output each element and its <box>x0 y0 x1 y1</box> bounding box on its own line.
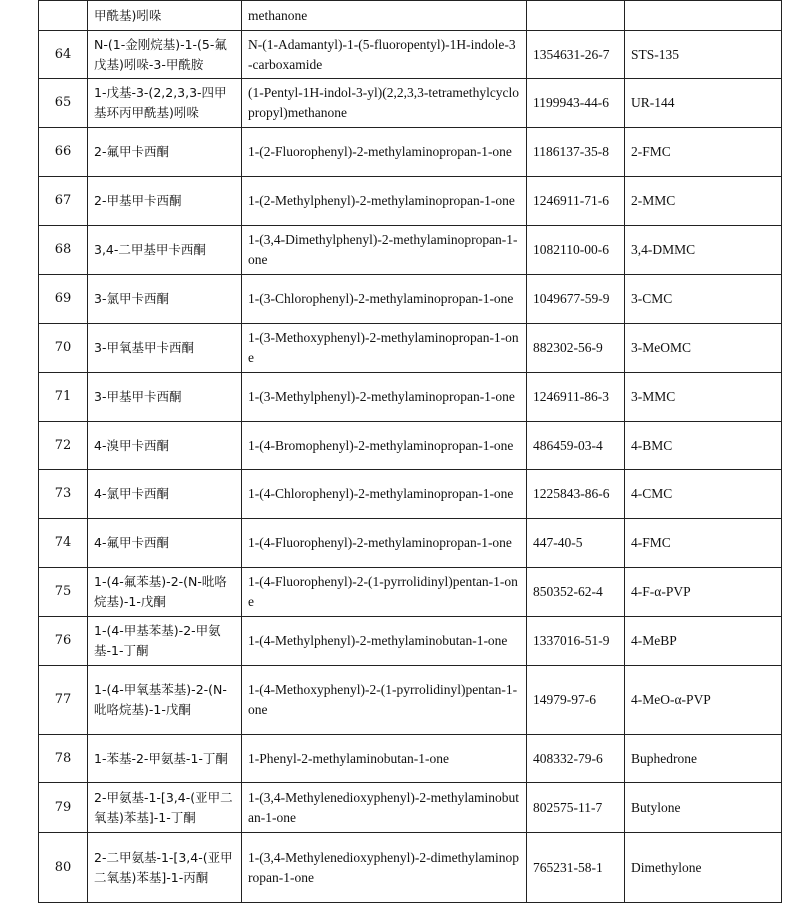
english-name: 1-(3,4-Methylenedioxyphenyl)-2-methylaminobutan-1-one <box>242 783 527 833</box>
substance-table <box>38 0 782 903</box>
abbreviation: STS-135 <box>625 31 782 79</box>
substance-table-body <box>39 1 782 903</box>
english-name: (1-Pentyl-1H-indol-3-yl)(2,2,3,3-tetramethylcyclopropyl)methanone <box>242 79 527 128</box>
table-row <box>39 79 782 128</box>
cas-number: 1199943-44-6 <box>527 79 625 128</box>
table-row <box>39 470 782 519</box>
table-row <box>39 324 782 373</box>
row-number: 80 <box>39 833 88 903</box>
cas-number: 1225843-86-6 <box>527 470 625 519</box>
abbreviation: Butylone <box>625 783 782 833</box>
english-name: 1-(4-Fluorophenyl)-2-methylaminopropan-1-one <box>242 519 527 568</box>
row-number: 76 <box>39 617 88 666</box>
chinese-name: 4-氯甲卡西酮 <box>88 470 242 519</box>
table-row <box>39 275 782 324</box>
cas-number: 1246911-71-6 <box>527 177 625 226</box>
chinese-name: 2-二甲氨基-1-[3,4-(亚甲二氧基)苯基]-1-丙酮 <box>88 833 242 903</box>
chinese-name: 2-甲氨基-1-[3,4-(亚甲二氧基)苯基]-1-丁酮 <box>88 783 242 833</box>
abbreviation: 3-CMC <box>625 275 782 324</box>
table-row <box>39 31 782 79</box>
abbreviation: 4-F-α-PVP <box>625 568 782 617</box>
chinese-name: 2-甲基甲卡西酮 <box>88 177 242 226</box>
abbreviation: 4-MeO-α-PVP <box>625 666 782 735</box>
cas-number <box>527 1 625 31</box>
cas-number: 850352-62-4 <box>527 568 625 617</box>
row-number: 67 <box>39 177 88 226</box>
row-number: 68 <box>39 226 88 275</box>
row-number: 66 <box>39 128 88 177</box>
chinese-name: 1-(4-氟苯基)-2-(N-吡咯烷基)-1-戊酮 <box>88 568 242 617</box>
chinese-name: 1-戊基-3-(2,2,3,3-四甲基环丙甲酰基)吲哚 <box>88 79 242 128</box>
cas-number: 408332-79-6 <box>527 735 625 783</box>
abbreviation: 4-BMC <box>625 422 782 470</box>
table-row <box>39 735 782 783</box>
row-number: 69 <box>39 275 88 324</box>
cas-number: 1049677-59-9 <box>527 275 625 324</box>
abbreviation <box>625 1 782 31</box>
chinese-name: 3,4-二甲基甲卡西酮 <box>88 226 242 275</box>
english-name: 1-(4-Fluorophenyl)-2-(1-pyrrolidinyl)pentan-1-one <box>242 568 527 617</box>
abbreviation: 4-MeBP <box>625 617 782 666</box>
row-number: 79 <box>39 783 88 833</box>
row-number: 78 <box>39 735 88 783</box>
table-row <box>39 422 782 470</box>
english-name: 1-(3-Methylphenyl)-2-methylaminopropan-1-one <box>242 373 527 422</box>
table-row <box>39 226 782 275</box>
english-name: 1-(3-Methoxyphenyl)-2-methylaminopropan-1-one <box>242 324 527 373</box>
english-name: 1-(2-Fluorophenyl)-2-methylaminopropan-1-one <box>242 128 527 177</box>
chinese-name: 1-(4-甲氧基苯基)-2-(N-吡咯烷基)-1-戊酮 <box>88 666 242 735</box>
table-row <box>39 128 782 177</box>
row-number: 64 <box>39 31 88 79</box>
cas-number: 14979-97-6 <box>527 666 625 735</box>
abbreviation: 4-CMC <box>625 470 782 519</box>
english-name: 1-(4-Methoxyphenyl)-2-(1-pyrrolidinyl)pentan-1-one <box>242 666 527 735</box>
abbreviation: Buphedrone <box>625 735 782 783</box>
row-number: 65 <box>39 79 88 128</box>
table-row <box>39 833 782 903</box>
row-number: 70 <box>39 324 88 373</box>
table-row <box>39 1 782 31</box>
chinese-name: 3-甲氧基甲卡西酮 <box>88 324 242 373</box>
row-number: 72 <box>39 422 88 470</box>
abbreviation: Dimethylone <box>625 833 782 903</box>
english-name: methanone <box>242 1 527 31</box>
cas-number: 1082110-00-6 <box>527 226 625 275</box>
abbreviation: 3-MMC <box>625 373 782 422</box>
row-number: 73 <box>39 470 88 519</box>
cas-number: 1186137-35-8 <box>527 128 625 177</box>
row-number: 75 <box>39 568 88 617</box>
abbreviation: 4-FMC <box>625 519 782 568</box>
abbreviation: 2-FMC <box>625 128 782 177</box>
english-name: 1-(4-Chlorophenyl)-2-methylaminopropan-1-one <box>242 470 527 519</box>
row-number: 77 <box>39 666 88 735</box>
chinese-name: 4-溴甲卡西酮 <box>88 422 242 470</box>
row-number: 74 <box>39 519 88 568</box>
english-name: 1-(4-Methylphenyl)-2-methylaminobutan-1-one <box>242 617 527 666</box>
row-number: 71 <box>39 373 88 422</box>
table-row <box>39 568 782 617</box>
cas-number: 882302-56-9 <box>527 324 625 373</box>
english-name: 1-(4-Bromophenyl)-2-methylaminopropan-1-one <box>242 422 527 470</box>
cas-number: 1246911-86-3 <box>527 373 625 422</box>
chinese-name: 3-氯甲卡西酮 <box>88 275 242 324</box>
abbreviation: 2-MMC <box>625 177 782 226</box>
abbreviation: UR-144 <box>625 79 782 128</box>
english-name: 1-Phenyl-2-methylaminobutan-1-one <box>242 735 527 783</box>
table-row <box>39 177 782 226</box>
cas-number: 1354631-26-7 <box>527 31 625 79</box>
chinese-name: 1-(4-甲基苯基)-2-甲氨基-1-丁酮 <box>88 617 242 666</box>
row-number <box>39 1 88 31</box>
table-row <box>39 373 782 422</box>
chinese-name: 甲酰基)吲哚 <box>88 1 242 31</box>
english-name: 1-(2-Methylphenyl)-2-methylaminopropan-1-one <box>242 177 527 226</box>
english-name: N-(1-Adamantyl)-1-(5-fluoropentyl)-1H-indole-3-carboxamide <box>242 31 527 79</box>
cas-number: 486459-03-4 <box>527 422 625 470</box>
table-row <box>39 783 782 833</box>
english-name: 1-(3-Chlorophenyl)-2-methylaminopropan-1-one <box>242 275 527 324</box>
english-name: 1-(3,4-Dimethylphenyl)-2-methylaminopropan-1-one <box>242 226 527 275</box>
chinese-name: 1-苯基-2-甲氨基-1-丁酮 <box>88 735 242 783</box>
abbreviation: 3-MeOMC <box>625 324 782 373</box>
chinese-name: 4-氟甲卡西酮 <box>88 519 242 568</box>
cas-number: 802575-11-7 <box>527 783 625 833</box>
cas-number: 447-40-5 <box>527 519 625 568</box>
cas-number: 765231-58-1 <box>527 833 625 903</box>
table-row <box>39 617 782 666</box>
chinese-name: N-(1-金刚烷基)-1-(5-氟戊基)吲哚-3-甲酰胺 <box>88 31 242 79</box>
cas-number: 1337016-51-9 <box>527 617 625 666</box>
chinese-name: 2-氟甲卡西酮 <box>88 128 242 177</box>
chinese-name: 3-甲基甲卡西酮 <box>88 373 242 422</box>
table-row <box>39 666 782 735</box>
table-row <box>39 519 782 568</box>
abbreviation: 3,4-DMMC <box>625 226 782 275</box>
english-name: 1-(3,4-Methylenedioxyphenyl)-2-dimethylaminopropan-1-one <box>242 833 527 903</box>
